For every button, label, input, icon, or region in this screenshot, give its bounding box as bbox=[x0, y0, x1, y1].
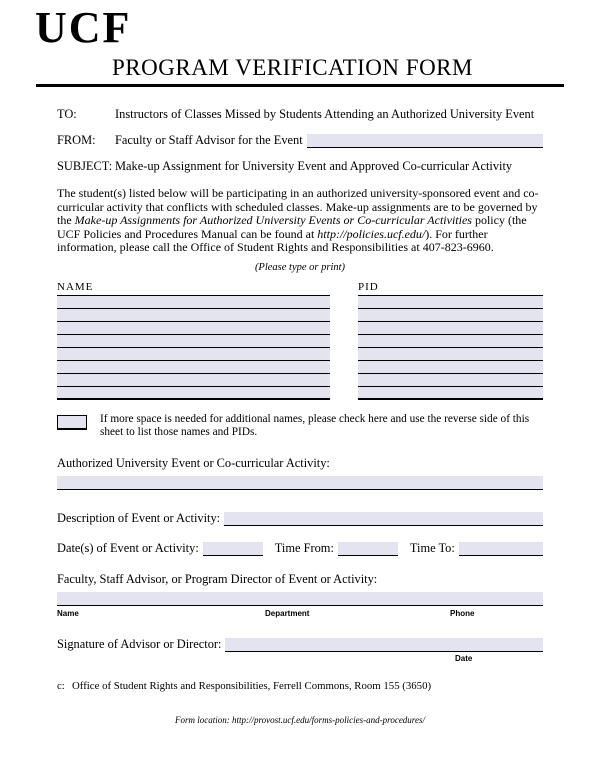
phone-sublabel: Phone bbox=[450, 608, 475, 618]
signature-label: Signature of Advisor or Director: bbox=[57, 636, 222, 651]
from-label: FROM: bbox=[57, 133, 96, 147]
event-label: Authorized University Event or Co-curricular Activity: bbox=[57, 455, 330, 470]
event-input[interactable] bbox=[57, 476, 543, 490]
title-rule bbox=[36, 84, 564, 87]
name-column-header: NAME bbox=[57, 280, 330, 296]
roster-table bbox=[57, 280, 543, 400]
type-or-print-note: (Please type or print) bbox=[254, 261, 346, 273]
signature-date-row bbox=[57, 653, 543, 664]
pid-field-row[interactable] bbox=[358, 335, 543, 348]
time-to-input[interactable] bbox=[459, 542, 543, 556]
intro-policy-url: http://policies.ucf.edu/ bbox=[317, 226, 426, 241]
time-from-input[interactable] bbox=[338, 542, 398, 556]
pid-column-header: PID bbox=[358, 280, 543, 296]
pid-column bbox=[358, 280, 543, 400]
to-label: TO: bbox=[57, 107, 77, 121]
name-field-row[interactable] bbox=[57, 296, 330, 309]
cc-row bbox=[57, 680, 543, 693]
name-column bbox=[57, 280, 330, 400]
name-field-row[interactable] bbox=[57, 387, 330, 400]
description-input[interactable] bbox=[224, 512, 543, 526]
to-value: Instructors of Classes Missed by Students Attending an Authorized University Event bbox=[115, 107, 535, 121]
name-field-row[interactable] bbox=[57, 374, 330, 387]
advisor-sublabels bbox=[57, 608, 543, 620]
form-location-note: Form location: http://provost.ucf.edu/forms-policies-and-procedures/ bbox=[175, 714, 425, 725]
form-content bbox=[0, 107, 600, 725]
pid-field-row[interactable] bbox=[358, 374, 543, 387]
dates-label: Date(s) of Event or Activity: bbox=[57, 540, 199, 555]
name-field-row[interactable] bbox=[57, 322, 330, 335]
pid-field-row[interactable] bbox=[358, 296, 543, 309]
name-field-row[interactable] bbox=[57, 348, 330, 361]
subject-label: SUBJECT: bbox=[57, 159, 113, 173]
to-row bbox=[57, 107, 543, 122]
from-row bbox=[57, 133, 543, 148]
from-input[interactable] bbox=[307, 134, 543, 148]
subject-row bbox=[57, 159, 543, 174]
pid-field-row[interactable] bbox=[358, 361, 543, 374]
subject-value: Make-up Assignment for University Event and Approved Co-curricular Activity bbox=[115, 159, 513, 173]
ucf-logo bbox=[35, 3, 135, 52]
pid-field-row[interactable] bbox=[358, 387, 543, 400]
form-page bbox=[0, 3, 600, 758]
pid-field-row[interactable] bbox=[358, 309, 543, 322]
from-value: Faculty or Staff Advisor for the Event bbox=[115, 133, 303, 147]
ucf-logo-text: UCF bbox=[35, 3, 132, 52]
signature-row bbox=[57, 637, 543, 652]
pid-column-rows bbox=[358, 296, 543, 400]
pid-field-row[interactable] bbox=[358, 322, 543, 335]
advisor-label: Faculty, Staff Advisor, or Program Director of Event or Activity: bbox=[57, 571, 378, 586]
time-to-label: Time To: bbox=[409, 540, 455, 555]
description-label: Description of Event or Activity: bbox=[57, 510, 221, 525]
overflow-note-text: If more space is needed for additional names, please check here and use the reverse side of this sheet to list those names and PIDs. bbox=[100, 412, 530, 439]
form-title: PROGRAM VERIFICATION FORM bbox=[112, 55, 473, 80]
date-sublabel: Date bbox=[455, 653, 473, 663]
name-field-row[interactable] bbox=[57, 309, 330, 322]
dates-row bbox=[57, 541, 543, 556]
name-field-row[interactable] bbox=[57, 335, 330, 348]
intro-paragraph bbox=[57, 187, 543, 255]
overflow-checkbox[interactable] bbox=[57, 415, 87, 430]
time-from-label: Time From: bbox=[274, 540, 334, 555]
signature-input[interactable] bbox=[225, 638, 543, 652]
name-column-rows bbox=[57, 296, 330, 400]
name-sublabel: Name bbox=[57, 608, 79, 618]
intro-p1: The student(s) listed below will be participating in an authorized university-sponsored event and co-curricular activity that conflicts with scheduled classes. Make-up assignments are to be governed by the bbox=[57, 186, 539, 228]
dates-input[interactable] bbox=[203, 542, 263, 556]
cc-text: Office of Student Rights and Responsibilities, Ferrell Commons, Room 155 (3650) bbox=[72, 679, 432, 692]
overflow-row bbox=[57, 413, 543, 440]
intro-p5: ). For further information, please call the Office of Student Rights and Responsibilities at 407-823-6960. bbox=[57, 226, 494, 255]
intro-p3: policy (the UCF Policies and Procedures Manual can be found at bbox=[57, 213, 527, 241]
description-row bbox=[57, 511, 543, 526]
advisor-input[interactable] bbox=[57, 592, 543, 606]
pid-field-row[interactable] bbox=[358, 348, 543, 361]
intro-policy-title: Make-up Assignments for Authorized University Events or Co-curricular Activities bbox=[74, 213, 472, 228]
cc-label: c: bbox=[57, 679, 65, 692]
department-sublabel: Department bbox=[265, 608, 310, 618]
name-field-row[interactable] bbox=[57, 361, 330, 374]
